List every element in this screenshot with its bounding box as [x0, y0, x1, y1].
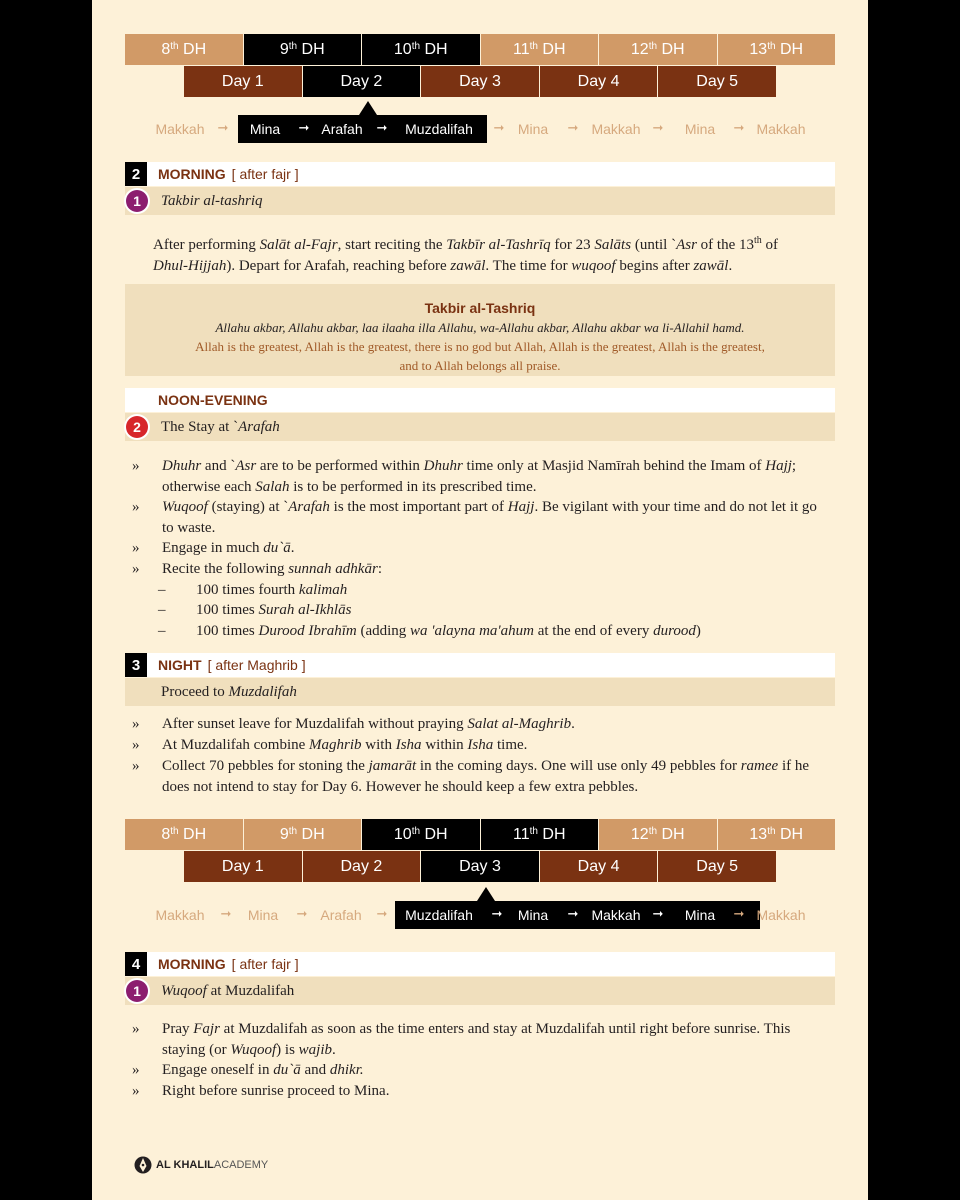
subsection-title: The Stay at `Arafah — [161, 418, 280, 435]
subsection-header-muzdalifah — [125, 678, 835, 706]
route-stop-muzdalifah: Muzdalifah — [405, 907, 473, 923]
dh-cell-8: 8 $^{th}$ DH — [125, 34, 244, 65]
route-stop-mina: Mina — [247, 907, 279, 923]
list-item: » Wuqoof (staying) at `Arafah is the most important part of Hajj. Be vigilant with your time and do not let it go to waste. — [132, 499, 817, 536]
dh-cell-13: 13 $^{th}$ DH — [718, 34, 836, 65]
dh-cell-11: 11 $^{th}$ DH — [481, 34, 600, 65]
arrow-right-icon: ➞ — [217, 121, 229, 136]
route-stop-makkah: Makkah — [155, 121, 205, 137]
arrow-right-icon: ➞ — [376, 121, 388, 136]
section-title: MORNING — [158, 166, 226, 182]
day-cell-5: Day 5 — [658, 66, 776, 97]
subsection-title: Wuqoof at Muzdalifah — [161, 982, 295, 999]
section-subtitle: [ after fajr ] — [231, 956, 299, 972]
arrow-right-icon: ➞ — [567, 907, 579, 922]
dh-timeline-1 — [125, 34, 835, 65]
route-stop-makkah: Makkah — [756, 907, 806, 923]
route-stop-makkah: Makkah — [155, 907, 205, 923]
dh-cell-10-active: 10 $^{th}$ DH — [362, 34, 481, 65]
list-item: » At Muzdalifah combine Maghrib with Isha within Isha time. — [132, 737, 528, 753]
route-stop-arafah: Arafah — [321, 121, 363, 137]
list-item: » Collect 70 pebbles for stoning the jamarāt in the coming days. One will use only 49 pebbles for ramee if he does not intend to stay for Day 6. However he should keep a few extra pebbles. — [132, 758, 810, 795]
route-stop-arafah: Arafah — [320, 907, 362, 923]
route-stop-makkah: Makkah — [591, 121, 641, 137]
subsection-title: Proceed to Muzdalifah — [161, 683, 297, 700]
day-cell-5: Day 5 — [658, 851, 776, 882]
step-number-icon: 2 — [126, 416, 148, 438]
arrow-right-icon: ➞ — [652, 121, 664, 136]
list-item: » After sunset leave for Muzdalifah without praying Salat al-Maghrib. — [132, 716, 575, 732]
pen-nib-icon — [134, 1154, 152, 1176]
section-subtitle: [ after fajr ] — [231, 166, 299, 182]
dh-cell-12: 12 $^{th}$ DH — [599, 819, 718, 850]
dh-cell-9-active: 9 $^{th}$ DH — [244, 34, 363, 65]
section-title: MORNING — [158, 956, 226, 972]
dh-cell-10-active: 10 $^{th}$ DH — [362, 819, 481, 850]
box-transliteration: Allahu akbar, Allahu akbar, laa ilaaha illa Allahu, wa-Allahu akbar, Allahu akbar wa li-Allahil hamd. — [215, 320, 745, 335]
takbir-paragraph: After performing Salāt al-Fajr, start reciting the Takbīr al-Tashrīq for 23 Salāts (until `Asr of the 13th of Dhul-Hijjah). Depart for Arafah, reaching before zawāl. The time for wuqoof begins after zawāl. — [153, 235, 779, 274]
day-cell-3-active: Day 3 — [421, 851, 540, 882]
dh-cell-9: 9 $^{th}$ DH — [244, 819, 363, 850]
arrow-right-icon: ➞ — [733, 121, 745, 136]
route-stop-makkah: Makkah — [591, 907, 641, 923]
arrow-right-icon: ➞ — [567, 121, 579, 136]
route-1 — [125, 115, 835, 143]
list-item: » Recite the following sunnah adhkār: — [132, 561, 382, 577]
list-item: » Engage in much du`ā. — [132, 540, 295, 556]
route-stop-mina: Mina — [684, 907, 716, 923]
route-stop-muzdalifah: Muzdalifah — [405, 121, 473, 137]
route-stop-mina: Mina — [517, 907, 549, 923]
day-cell-4: Day 4 — [540, 851, 659, 882]
section-header-morning — [125, 162, 835, 186]
arrow-right-icon: ➞ — [298, 121, 310, 136]
day-cell-4: Day 4 — [540, 66, 659, 97]
route-2 — [125, 901, 835, 929]
section-title: NIGHT — [158, 657, 202, 673]
section-header-night — [125, 653, 835, 677]
takbir-text-box — [125, 284, 835, 376]
dh-timeline-2 — [125, 819, 835, 850]
day-cell-2: Day 2 — [303, 851, 422, 882]
route-stop-makkah: Makkah — [756, 121, 806, 137]
section-subtitle: [ after Maghrib ] — [207, 657, 306, 673]
sub-list-item: – 100 times Surah al-Ikhlās — [158, 602, 352, 618]
route-stop-mina: Mina — [249, 121, 281, 137]
dh-cell-13: 13 $^{th}$ DH — [718, 819, 836, 850]
subsection-header-takbir — [125, 187, 835, 215]
arrow-right-icon: ➞ — [491, 907, 503, 922]
route-stop-mina: Mina — [684, 121, 716, 137]
list-item: » Dhuhr and `Asr are to be performed within Dhuhr time only at Masjid Namīrah behind the Imam of Hajj; otherwise each Salah is to be performed in its prescribed time. — [132, 458, 797, 495]
box-title: Takbir al-Tashriq — [424, 300, 536, 316]
route-pointer-icon — [359, 101, 377, 115]
logo-text: AL KHALILACADEMY — [156, 1159, 269, 1171]
academy-logo — [134, 1154, 268, 1176]
list-item: » Engage oneself in du`ā and dhikr. — [132, 1062, 364, 1078]
route-stop-mina: Mina — [517, 121, 549, 137]
dh-cell-8: 8 $^{th}$ DH — [125, 819, 244, 850]
subsection-header-arafah — [125, 413, 835, 441]
day-cell-3: Day 3 — [421, 66, 540, 97]
arrow-right-icon: ➞ — [652, 907, 664, 922]
day-timeline-2 — [184, 851, 776, 882]
section-number: 3 — [125, 653, 147, 677]
arrow-right-icon: ➞ — [493, 121, 505, 136]
day-cell-2-active: Day 2 — [303, 66, 422, 97]
list-item: » Right before sunrise proceed to Mina. — [132, 1083, 390, 1099]
dh-cell-12: 12 $^{th}$ DH — [599, 34, 718, 65]
subsection-header-wuqoof — [125, 977, 835, 1005]
page — [92, 0, 868, 1200]
section-header-noon-evening — [125, 388, 835, 412]
dh-cell-11-active: 11 $^{th}$ DH — [481, 819, 600, 850]
arrow-right-icon: ➞ — [220, 907, 232, 922]
arrow-right-icon: ➞ — [376, 907, 388, 922]
list-item: » Pray Fajr at Muzdalifah as soon as the time enters and stay at Muzdalifah until right before sunrise. This staying (or Wuqoof) is wajib. — [132, 1021, 791, 1058]
section-header-morning-day3 — [125, 952, 835, 976]
step-number-icon: 1 — [126, 190, 148, 212]
section-number: 4 — [125, 952, 147, 976]
day-cell-1: Day 1 — [184, 851, 303, 882]
day-cell-1: Day 1 — [184, 66, 303, 97]
day-timeline-1 — [184, 66, 776, 97]
section-number: 2 — [125, 162, 147, 186]
arrow-right-icon: ➞ — [733, 907, 745, 922]
section-title: NOON-EVENING — [158, 392, 268, 408]
route-pointer-icon — [477, 887, 495, 901]
arrow-right-icon: ➞ — [296, 907, 308, 922]
box-translation: Allah is the greatest, Allah is the greatest, there is no god but Allah, Allah is the greatest, Allah is the greatest, and to Allah belongs all praise. — [195, 339, 765, 373]
step-number-icon: 1 — [126, 980, 148, 1002]
subsection-title: Takbir al-tashriq — [161, 192, 263, 209]
sub-list-item: – 100 times fourth kalimah — [158, 582, 348, 598]
sub-list-item: – 100 times Durood Ibrahīm (adding wa 'alayna ma'ahum at the end of every durood) — [158, 623, 701, 639]
